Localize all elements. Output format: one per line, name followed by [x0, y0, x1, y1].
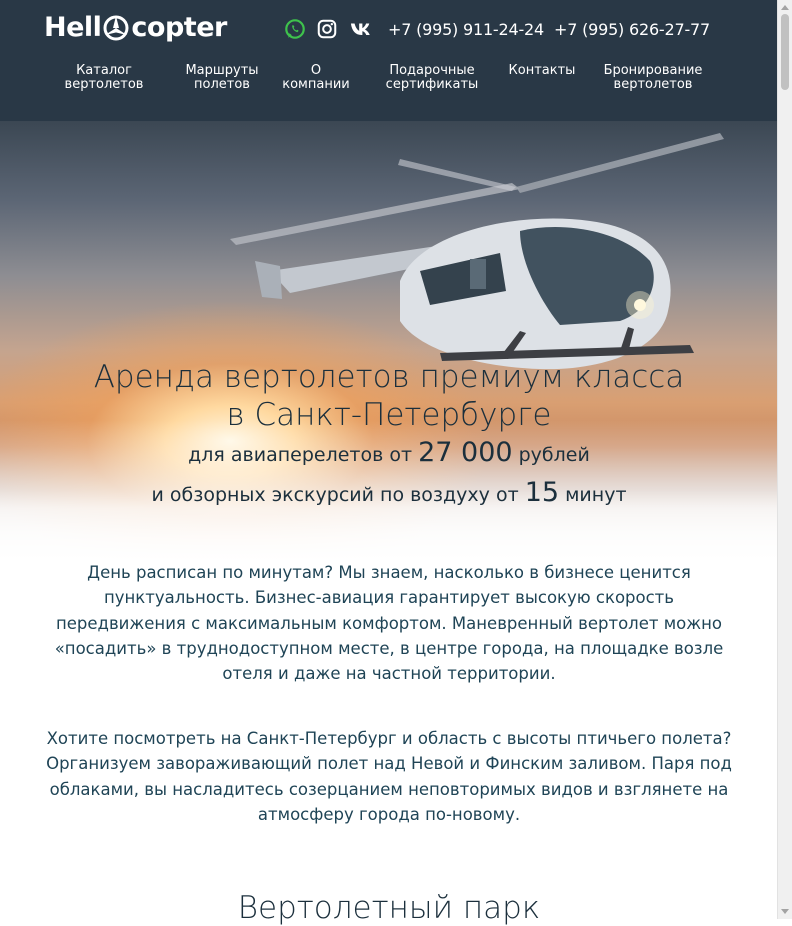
nav-label: сертификаты [385, 77, 479, 92]
nav-label: Контакты [508, 63, 576, 78]
hero-title-line2: в Санкт-Петербурге [226, 397, 552, 433]
phone-number-2[interactable]: +7 (995) 626-27-77 [554, 19, 710, 39]
nav-label: полетов [194, 77, 250, 92]
price-value: 27 000 [418, 437, 513, 468]
instagram-icon[interactable] [316, 18, 338, 40]
nav-booking[interactable] [594, 64, 712, 92]
hero-duration-line [0, 477, 778, 508]
scroll-down-arrow-icon[interactable] [781, 909, 789, 914]
nav-routes[interactable] [176, 64, 268, 92]
nav-label: компании [282, 77, 350, 92]
price-prefix: для авиаперелетов от [188, 444, 413, 466]
nav-label: Каталог [76, 63, 132, 78]
scroll-thumb[interactable] [781, 14, 789, 90]
section-title-fleet: Вертолетный парк [237, 890, 541, 926]
contact-bar [284, 16, 716, 42]
site-header [0, 0, 778, 121]
logo[interactable] [44, 12, 227, 44]
nav-label: Маршруты [185, 63, 259, 78]
phone-number-1[interactable]: +7 (995) 911-24-24 [388, 19, 544, 39]
hero-title-line1: Аренда вертолетов премиум класса [93, 359, 685, 395]
price-suffix: рублей [518, 444, 590, 466]
duration-prefix: и обзорных экскурсий по воздуху от [151, 484, 519, 506]
nav-about[interactable] [280, 64, 352, 92]
intro-paragraph-business: День расписан по минутам? Мы знаем, насколько в бизнесе ценится пунктуальность. Бизнес-авиация гарантирует высокую скорость передвижения с максимальным комфортом. Маневренный вертолет можно «посадить» в труднодоступном месте, в центре города, на площадке возле отеля и даже на частной территории. [54, 563, 724, 684]
scroll-up-arrow-icon[interactable] [781, 5, 789, 10]
intro-paragraph-tours: Хотите посмотреть на Санкт-Петербург и область с высоты птичьего полета? Организуем завораживающий полет над Невой и Финским заливом. Паря под облаками, вы насладитесь созерцанием неповторимых видов и взглянете на атмосферу города по-новому. [46, 729, 732, 824]
duration-suffix: минут [565, 484, 627, 506]
whatsapp-icon[interactable] [284, 18, 306, 40]
nav-contacts[interactable] [502, 64, 582, 78]
vk-icon[interactable] [348, 18, 374, 40]
nav-gift-certificates[interactable] [380, 64, 484, 92]
nav-label: вертолетов [64, 77, 144, 92]
nav-label: Подарочные [389, 63, 475, 78]
duration-value: 15 [524, 477, 560, 508]
nav-label: вертолетов [613, 77, 693, 92]
nav-catalog[interactable] [56, 64, 152, 92]
page-scrollbar[interactable] [777, 0, 792, 919]
logo-text-prefix: Hell [44, 12, 102, 43]
rotor-logo-icon [102, 14, 130, 42]
nav-label: О [310, 63, 322, 78]
logo-text-suffix: copter [131, 12, 227, 43]
nav-label: Бронирование [603, 63, 703, 78]
hero-price-line [0, 437, 778, 468]
hero-title [0, 358, 778, 434]
hero-banner [0, 121, 778, 561]
